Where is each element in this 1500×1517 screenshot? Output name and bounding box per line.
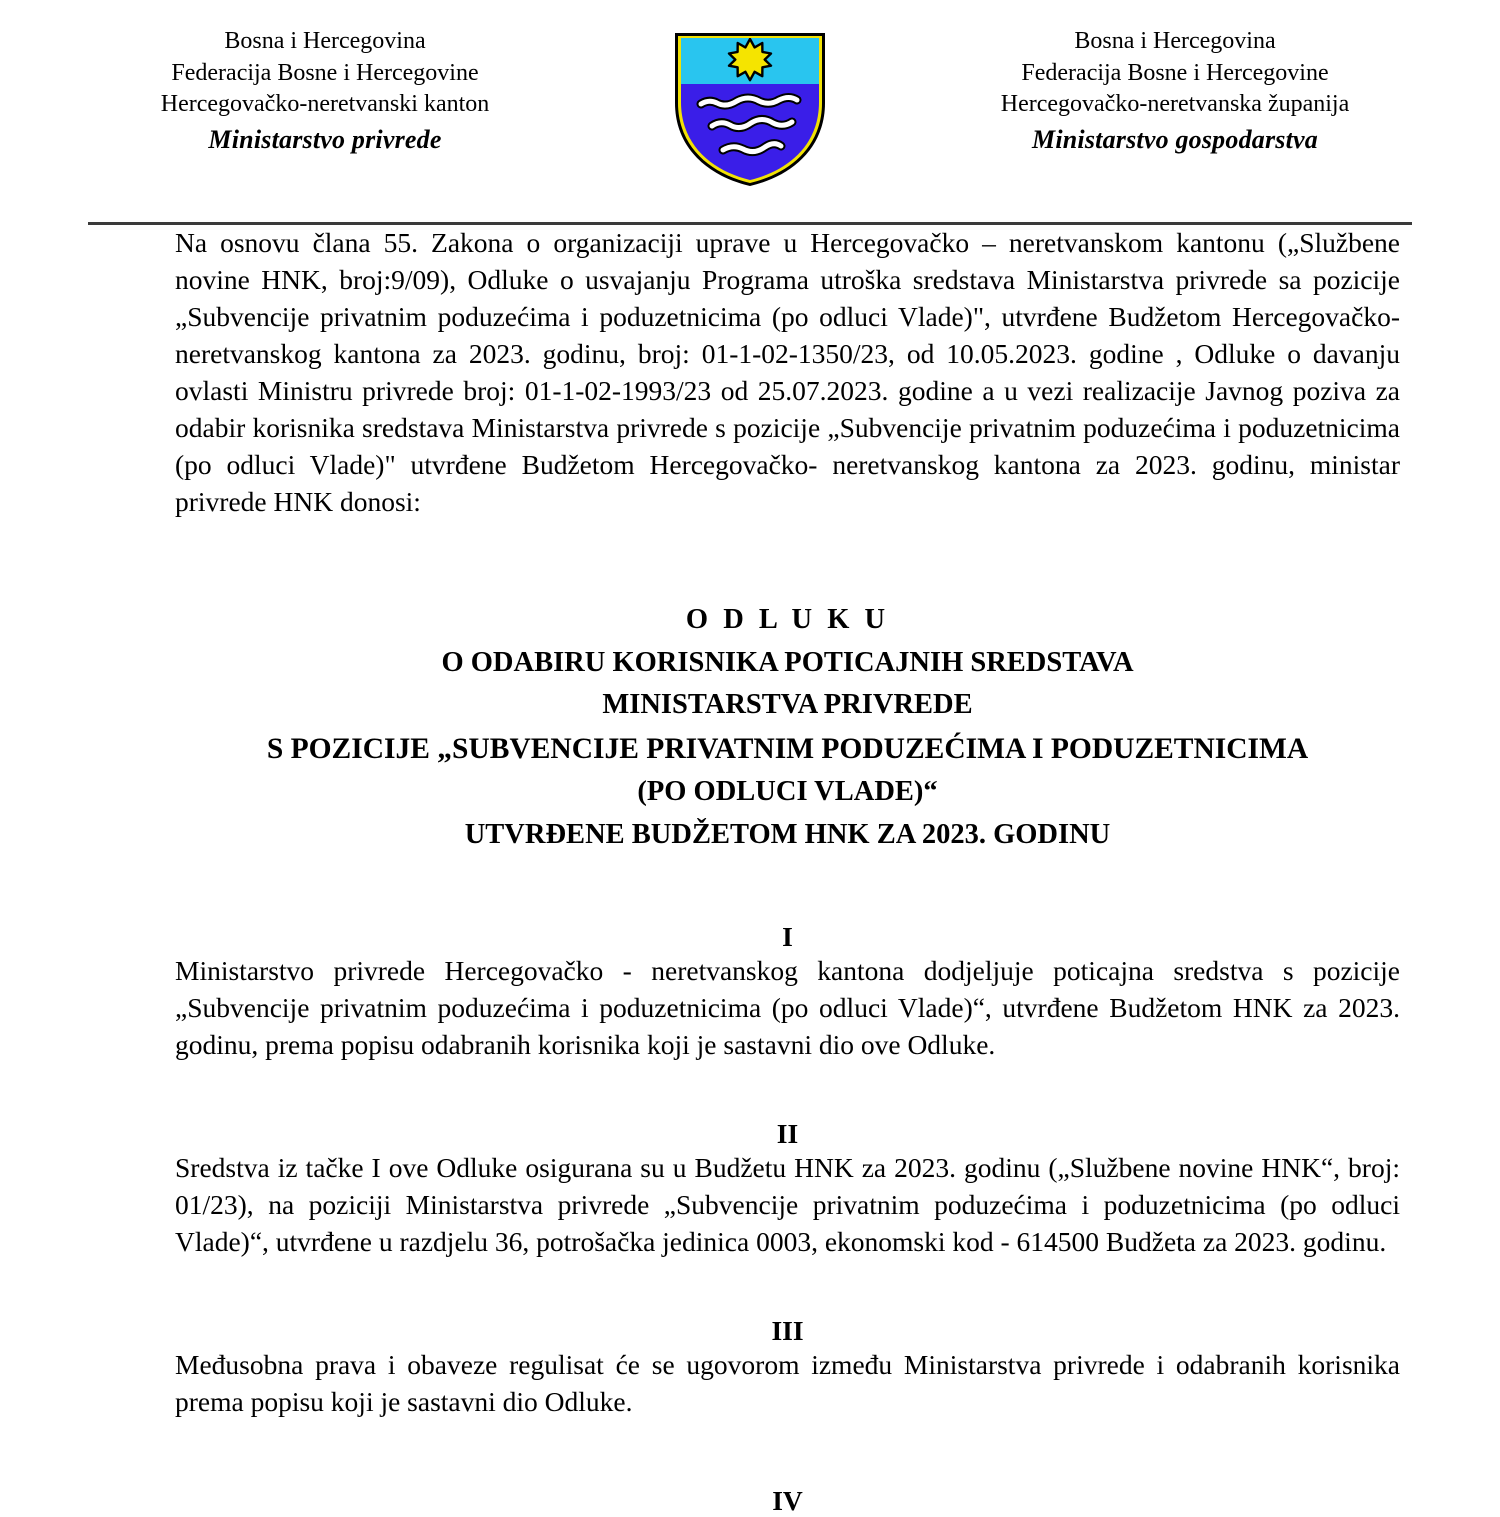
letterhead-left-federation: Federacija Bosne i Hercegovine: [171, 59, 479, 86]
section-text-i: Ministarstvo privrede Hercegovačko - neretvanskog kantona dodjeljuje poticajna sredstva s pozicije „Subvencije privatnim poduzećima i poduzetnicima (po odluci Vlade)“, utvrđene Budžetom HNK za 2023. godinu, prema popisu odabranih korisnika koji je sastavni dio ove Odluke.: [175, 954, 1400, 1060]
crest-container: [650, 26, 850, 188]
coat-of-arms-icon: [667, 28, 833, 188]
letterhead-left-canton: Hercegovačko-neretvanski kanton: [160, 91, 490, 118]
decision-title-line-3: MINISTARSTVA PRIVREDE: [602, 689, 973, 721]
letterhead-left-ministry: Ministarstvo privrede: [208, 125, 442, 155]
section-numeral-ii: II: [776, 1117, 799, 1149]
decision-title-line-2: O ODABIRU KORISNIKA POTICAJNIH SREDSTAVA: [441, 646, 1134, 678]
letterhead-right-ministry: Ministarstvo gospodarstva: [1032, 125, 1318, 155]
section-text-ii: Sredstva iz tačke I ove Odluke osigurana su u Budžetu HNK za 2023. godinu („Službene novine HNK“, broj: 01/23), na poziciji Ministarstva privrede „Subvencije privatnim poduzećima i poduzetnicima (po odluci Vlade)“, utvrđene u razdjelu 36, potrošačka jedinica 0003, ekonomski kod - 614500 Budžeta za 2023. godinu.: [175, 1151, 1400, 1257]
section-numeral-iii: III: [771, 1314, 804, 1346]
letterhead-right-canton: Hercegovačko-neretvanska županija: [1000, 91, 1350, 118]
decision-title-line-5: (PO ODLUCI VLADE)“: [637, 776, 938, 808]
section-text-iii: Međusobna prava i obaveze regulisat će se ugovorom između Ministarstva privrede i odabranih korisnika prema popisu koji je sastavni dio Odluke.: [175, 1348, 1400, 1417]
decision-title-line-6: UTVRĐENE BUDŽETOM HNK ZA 2023. GODINU: [464, 819, 1111, 851]
letterhead: [0, 0, 1500, 188]
section-numeral-i: I: [782, 920, 793, 952]
letterhead-left-country: Bosna i Hercegovina: [224, 28, 426, 54]
preamble-paragraph: Na osnovu člana 55. Zakona o organizaciji uprave u Hercegovačko – neretvanskom kantonu („Službene novine HNK, broj:9/09), Odluke o usvajanju Programa utroška sredstava Ministarstva privrede sa pozicije „Subvencije privatnim poduzećima i poduzetnicima (po odluci Vlade)", utvrđene Budžetom Hercegovačko-neretvanskog kantona za 2023. godinu, broj: 01-1-02-1350/23, od 10.05.2023. godine , Odluke o davanju ovlasti Ministru privrede broj: 01-1-02-1993/23 od 25.07.2023. godine a u vezi realizacije Javnog poziva za odabir korisnika sredstava Ministarstva privrede s pozicije „Subvencije privatnim poduzećima i poduzetnicima (po odluci Vlade)" utvrđene Budžetom Hercegovačko- neretvanskog kantona za 2023. godinu, ministar privrede HNK donosi:: [175, 227, 1400, 517]
decision-title-line-1: O D L U K U: [685, 603, 890, 635]
letterhead-right: [940, 26, 1410, 157]
document-body: [0, 225, 1500, 1517]
letterhead-left: [90, 26, 560, 157]
section-numeral-iv: IV: [772, 1484, 803, 1516]
letterhead-right-federation: Federacija Bosne i Hercegovine: [1021, 59, 1329, 86]
letterhead-right-country: Bosna i Hercegovina: [1074, 28, 1276, 54]
decision-title-line-4: S POZICIJE „SUBVENCIJE PRIVATNIM PODUZEĆIMA I PODUZETNICIMA: [266, 733, 1309, 766]
decision-title-block: [175, 599, 1400, 857]
